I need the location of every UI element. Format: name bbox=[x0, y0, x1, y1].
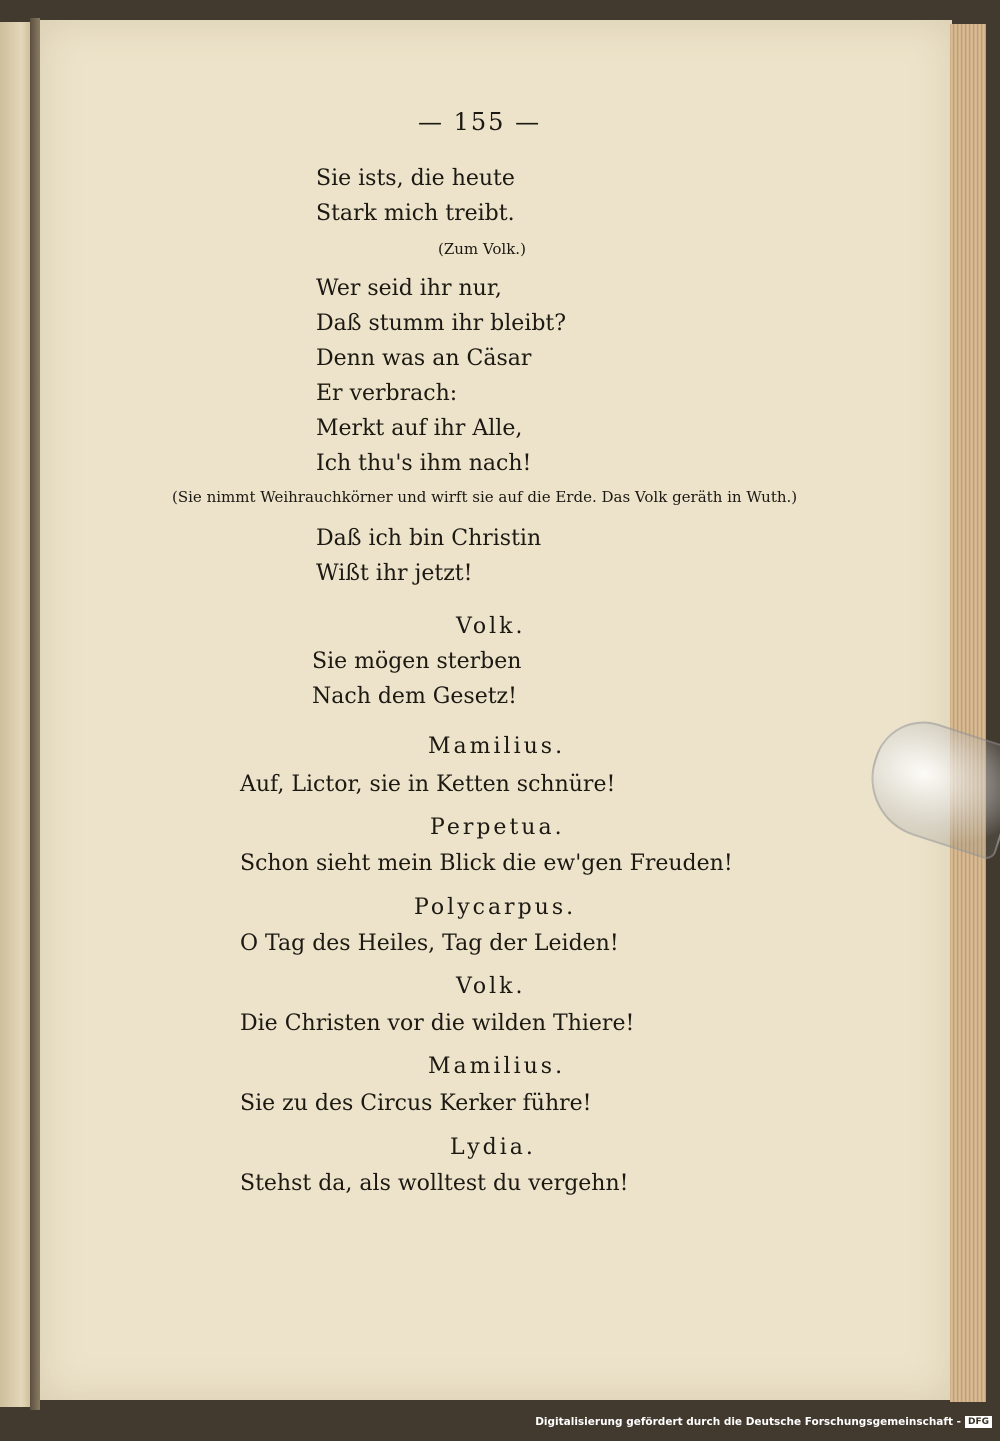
verse-line: Sie ists, die heute bbox=[316, 166, 515, 191]
verse-line: Wer seid ihr nur, bbox=[316, 276, 502, 301]
verse-line: Daß stumm ihr bleibt? bbox=[316, 311, 567, 336]
verse-line: Nach dem Gesetz! bbox=[312, 684, 517, 709]
verse-line: Sie zu des Circus Kerker führe! bbox=[240, 1091, 592, 1116]
dfg-logo: DFG bbox=[965, 1416, 992, 1428]
verse-line: Merkt auf ihr Alle, bbox=[316, 416, 523, 441]
speaker-name: Volk. bbox=[456, 974, 526, 999]
verse-line: Schon sieht mein Blick die ew'gen Freuden! bbox=[240, 851, 733, 876]
speaker-name: Mamilius. bbox=[428, 734, 566, 759]
verse-line: O Tag des Heiles, Tag der Leiden! bbox=[240, 931, 619, 956]
verse-line: Die Christen vor die wilden Thiere! bbox=[240, 1011, 635, 1036]
stage-direction: (Zum Volk.) bbox=[438, 240, 526, 258]
speaker-name: Perpetua. bbox=[430, 815, 565, 840]
footer-credit bbox=[535, 1416, 992, 1428]
verse-line: Sie mögen sterben bbox=[312, 649, 522, 674]
book-gutter bbox=[30, 18, 40, 1410]
verse-line: Stehst da, als wolltest du vergehn! bbox=[240, 1171, 629, 1196]
verse-line: Daß ich bin Christin bbox=[316, 526, 542, 551]
page-edges bbox=[950, 24, 986, 1402]
verse-line: Wißt ihr jetzt! bbox=[316, 561, 473, 586]
stage-direction: (Sie nimmt Weihrauchkörner und wirft sie auf die Erde. Das Volk geräth in Wuth.) bbox=[172, 488, 798, 506]
footer-text: Digitalisierung gefördert durch die Deutsche Forschungsgemeinschaft - bbox=[535, 1416, 961, 1428]
verse-line: Stark mich treibt. bbox=[316, 201, 515, 226]
speaker-name: Polycarpus. bbox=[414, 895, 577, 920]
verse-line: Er verbrach: bbox=[316, 381, 458, 406]
speaker-name: Mamilius. bbox=[428, 1054, 566, 1079]
speaker-name: Volk. bbox=[456, 614, 526, 639]
page-number: — 155 — bbox=[418, 108, 542, 136]
verse-line: Auf, Lictor, sie in Ketten schnüre! bbox=[240, 772, 616, 797]
verse-line: Denn was an Cäsar bbox=[316, 346, 532, 371]
speaker-name: Lydia. bbox=[450, 1135, 536, 1160]
verse-line: Ich thu's ihm nach! bbox=[316, 451, 532, 476]
